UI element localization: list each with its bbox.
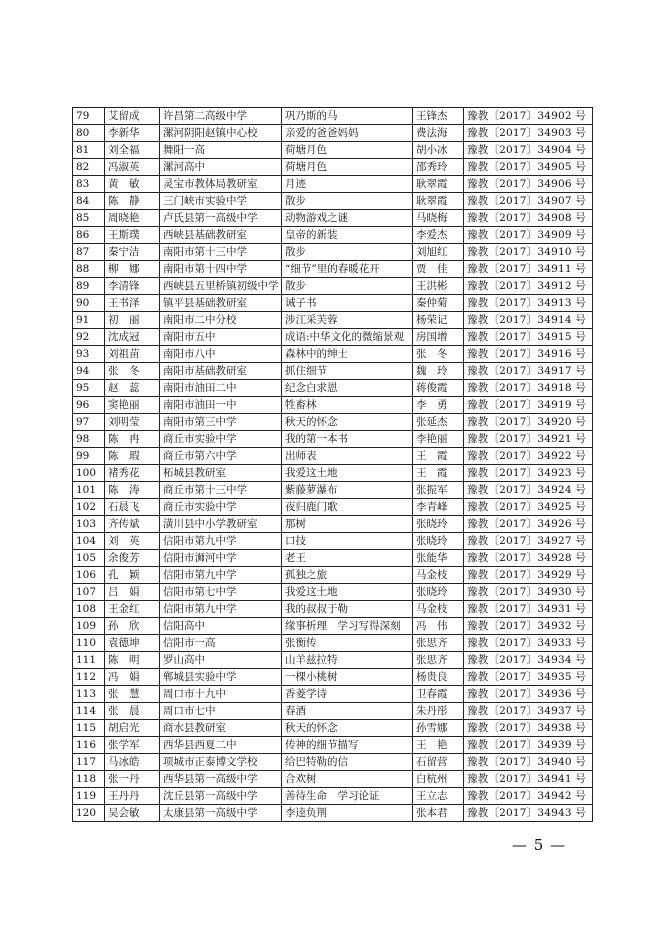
author-name-cell: 刘全福 — [105, 142, 160, 159]
certificate-number-cell: 豫教〔2017〕34907 号 — [464, 193, 593, 210]
author-name-cell: 赵 蕊 — [105, 380, 160, 397]
school-name-cell: 许昌第二高级中学 — [160, 108, 282, 125]
row-number-cell: 116 — [73, 737, 105, 754]
author-name-cell: 吕 娟 — [105, 584, 160, 601]
certificate-number-cell: 豫教〔2017〕34918 号 — [464, 380, 593, 397]
table-row — [73, 159, 593, 176]
table-row — [73, 805, 593, 822]
certificate-number-cell: 豫教〔2017〕34928 号 — [464, 550, 593, 567]
certificate-number-cell: 豫教〔2017〕34906 号 — [464, 176, 593, 193]
school-name-cell: 南阳市油田一中 — [160, 397, 282, 414]
certificate-number-cell: 豫教〔2017〕34930 号 — [464, 584, 593, 601]
author-name-cell: 陈 明 — [105, 652, 160, 669]
school-name-cell: 灵宝市教体局教研室 — [160, 176, 282, 193]
lesson-title-cell: 合欢树 — [282, 771, 413, 788]
author-name-cell: 吴会敏 — [105, 805, 160, 822]
row-number-cell: 112 — [73, 669, 105, 686]
table-row — [73, 227, 593, 244]
author-name-cell: 王丹丹 — [105, 788, 160, 805]
row-number-cell: 90 — [73, 295, 105, 312]
lesson-title-cell: 涉江采芙蓉 — [282, 312, 413, 329]
school-name-cell: 沈丘县第一高级中学 — [160, 788, 282, 805]
lesson-title-cell: 出师表 — [282, 448, 413, 465]
lesson-title-cell: 孤独之旅 — [282, 567, 413, 584]
page-number: — 5 — — [512, 836, 567, 854]
author-name-cell: 李新华 — [105, 125, 160, 142]
teacher-name-cell: 张思齐 — [413, 652, 464, 669]
school-name-cell: 南阳市第十四中学 — [160, 261, 282, 278]
school-name-cell: 南阳市第三中学 — [160, 414, 282, 431]
author-name-cell: 沈成冠 — [105, 329, 160, 346]
author-name-cell: 陈 涛 — [105, 482, 160, 499]
table-row — [73, 176, 593, 193]
table-row — [73, 329, 593, 346]
row-number-cell: 82 — [73, 159, 105, 176]
table-row — [73, 125, 593, 142]
teacher-name-cell: 张晓玲 — [413, 516, 464, 533]
row-number-cell: 89 — [73, 278, 105, 295]
table-row — [73, 516, 593, 533]
teacher-name-cell: 杨荣记 — [413, 312, 464, 329]
teacher-name-cell: 王锋杰 — [413, 108, 464, 125]
table-row — [73, 278, 593, 295]
table-row — [73, 601, 593, 618]
school-name-cell: 信阳市一高 — [160, 635, 282, 652]
teacher-name-cell: 卫春霞 — [413, 686, 464, 703]
lesson-title-cell: 成语:中华文化的微缩景观 — [282, 329, 413, 346]
row-number-cell: 113 — [73, 686, 105, 703]
teacher-name-cell: 王洪彬 — [413, 278, 464, 295]
teacher-name-cell: 蒋俊霞 — [413, 380, 464, 397]
teacher-name-cell: 耿翠霞 — [413, 193, 464, 210]
teacher-name-cell: 朱丹彤 — [413, 703, 464, 720]
table-row — [73, 108, 593, 125]
author-name-cell: 窦艳丽 — [105, 397, 160, 414]
row-number-cell: 111 — [73, 652, 105, 669]
certificate-number-cell: 豫教〔2017〕34916 号 — [464, 346, 593, 363]
certificate-number-cell: 豫教〔2017〕34911 号 — [464, 261, 593, 278]
certificate-number-cell: 豫教〔2017〕34921 号 — [464, 431, 593, 448]
author-name-cell: 陈 静 — [105, 193, 160, 210]
award-table — [72, 107, 593, 822]
school-name-cell: 周口市十九中 — [160, 686, 282, 703]
school-name-cell: 信阳市第七中学 — [160, 584, 282, 601]
lesson-title-cell: 散步 — [282, 278, 413, 295]
lesson-title-cell: 秋天的怀念 — [282, 720, 413, 737]
school-name-cell: 信阳高中 — [160, 618, 282, 635]
row-number-cell: 84 — [73, 193, 105, 210]
lesson-title-cell: “细节”里的春暖花开 — [282, 261, 413, 278]
teacher-name-cell: 邵秀玲 — [413, 159, 464, 176]
author-name-cell: 李清锋 — [105, 278, 160, 295]
row-number-cell: 79 — [73, 108, 105, 125]
table-row — [73, 720, 593, 737]
author-name-cell: 袁德坤 — [105, 635, 160, 652]
row-number-cell: 117 — [73, 754, 105, 771]
teacher-name-cell: 胡小冰 — [413, 142, 464, 159]
author-name-cell: 王书泽 — [105, 295, 160, 312]
teacher-name-cell: 张 冬 — [413, 346, 464, 363]
table-row — [73, 703, 593, 720]
school-name-cell: 信阳市第九中学 — [160, 533, 282, 550]
row-number-cell: 105 — [73, 550, 105, 567]
school-name-cell: 信阳市第九中学 — [160, 567, 282, 584]
row-number-cell: 102 — [73, 499, 105, 516]
author-name-cell: 石晨飞 — [105, 499, 160, 516]
author-name-cell: 余俊芳 — [105, 550, 160, 567]
row-number-cell: 95 — [73, 380, 105, 397]
author-name-cell: 初 丽 — [105, 312, 160, 329]
lesson-title-cell: 缘事析理 学习写得深刻 — [282, 618, 413, 635]
certificate-number-cell: 豫教〔2017〕34938 号 — [464, 720, 593, 737]
table-row — [73, 193, 593, 210]
certificate-number-cell: 豫教〔2017〕34923 号 — [464, 465, 593, 482]
certificate-number-cell: 豫教〔2017〕34905 号 — [464, 159, 593, 176]
author-name-cell: 张 冬 — [105, 363, 160, 380]
row-number-cell: 85 — [73, 210, 105, 227]
school-name-cell: 周口市七中 — [160, 703, 282, 720]
row-number-cell: 80 — [73, 125, 105, 142]
school-name-cell: 镇平县基础教研室 — [160, 295, 282, 312]
table-row — [73, 788, 593, 805]
teacher-name-cell: 费法海 — [413, 125, 464, 142]
certificate-number-cell: 豫教〔2017〕34942 号 — [464, 788, 593, 805]
award-table-body — [73, 108, 593, 822]
teacher-name-cell: 张晓玲 — [413, 584, 464, 601]
certificate-number-cell: 豫教〔2017〕34919 号 — [464, 397, 593, 414]
row-number-cell: 88 — [73, 261, 105, 278]
lesson-title-cell: 紫藤萝瀑布 — [282, 482, 413, 499]
school-name-cell: 卢氏县第一高级中学 — [160, 210, 282, 227]
row-number-cell: 100 — [73, 465, 105, 482]
author-name-cell: 王金红 — [105, 601, 160, 618]
teacher-name-cell: 张本君 — [413, 805, 464, 822]
table-row — [73, 567, 593, 584]
row-number-cell: 94 — [73, 363, 105, 380]
school-name-cell: 信阳市第九中学 — [160, 601, 282, 618]
teacher-name-cell: 秦仲菊 — [413, 295, 464, 312]
school-name-cell: 漯河阴阳赵镇中心校 — [160, 125, 282, 142]
certificate-number-cell: 豫教〔2017〕34932 号 — [464, 618, 593, 635]
teacher-name-cell: 马晓梅 — [413, 210, 464, 227]
teacher-name-cell: 张振军 — [413, 482, 464, 499]
table-row — [73, 737, 593, 754]
lesson-title-cell: 动物游戏之谜 — [282, 210, 413, 227]
row-number-cell: 104 — [73, 533, 105, 550]
teacher-name-cell: 李青峰 — [413, 499, 464, 516]
teacher-name-cell: 白杭州 — [413, 771, 464, 788]
lesson-title-cell: 给巴特勒的信 — [282, 754, 413, 771]
lesson-title-cell: 皇帝的新装 — [282, 227, 413, 244]
certificate-number-cell: 豫教〔2017〕34936 号 — [464, 686, 593, 703]
lesson-title-cell: 夜归鹿门歌 — [282, 499, 413, 516]
table-row — [73, 414, 593, 431]
table-row — [73, 363, 593, 380]
row-number-cell: 106 — [73, 567, 105, 584]
table-row — [73, 431, 593, 448]
certificate-number-cell: 豫教〔2017〕34922 号 — [464, 448, 593, 465]
school-name-cell: 项城市正泰博文学校 — [160, 754, 282, 771]
row-number-cell: 86 — [73, 227, 105, 244]
author-name-cell: 陈 冉 — [105, 431, 160, 448]
school-name-cell: 罗山高中 — [160, 652, 282, 669]
author-name-cell: 张 晨 — [105, 703, 160, 720]
teacher-name-cell: 冯 伟 — [413, 618, 464, 635]
lesson-title-cell: 秋天的怀念 — [282, 414, 413, 431]
school-name-cell: 漯河高中 — [160, 159, 282, 176]
certificate-number-cell: 豫教〔2017〕34927 号 — [464, 533, 593, 550]
row-number-cell: 92 — [73, 329, 105, 346]
table-row — [73, 652, 593, 669]
lesson-title-cell: 荷塘月色 — [282, 159, 413, 176]
table-row — [73, 261, 593, 278]
row-number-cell: 98 — [73, 431, 105, 448]
author-name-cell: 秦宁洁 — [105, 244, 160, 261]
table-row — [73, 635, 593, 652]
school-name-cell: 商丘市实验中学 — [160, 499, 282, 516]
row-number-cell: 96 — [73, 397, 105, 414]
school-name-cell: 舞阳一高 — [160, 142, 282, 159]
lesson-title-cell: 口技 — [282, 533, 413, 550]
lesson-title-cell: 山羊兹拉特 — [282, 652, 413, 669]
author-name-cell: 王斯璞 — [105, 227, 160, 244]
author-name-cell: 黄 敏 — [105, 176, 160, 193]
certificate-number-cell: 豫教〔2017〕34917 号 — [464, 363, 593, 380]
teacher-name-cell: 李爱杰 — [413, 227, 464, 244]
lesson-title-cell: 张衡传 — [282, 635, 413, 652]
row-number-cell: 109 — [73, 618, 105, 635]
school-name-cell: 西峡县五里桥镇初级中学 — [160, 278, 282, 295]
author-name-cell: 艾留成 — [105, 108, 160, 125]
author-name-cell: 孔 颖 — [105, 567, 160, 584]
author-name-cell: 刘 英 — [105, 533, 160, 550]
row-number-cell: 120 — [73, 805, 105, 822]
teacher-name-cell: 杨贵良 — [413, 669, 464, 686]
author-name-cell: 孙 欣 — [105, 618, 160, 635]
row-number-cell: 110 — [73, 635, 105, 652]
row-number-cell: 83 — [73, 176, 105, 193]
teacher-name-cell: 李艳丽 — [413, 431, 464, 448]
certificate-number-cell: 豫教〔2017〕34941 号 — [464, 771, 593, 788]
certificate-number-cell: 豫教〔2017〕34931 号 — [464, 601, 593, 618]
table-row — [73, 754, 593, 771]
author-name-cell: 冯 娟 — [105, 669, 160, 686]
author-name-cell: 张学军 — [105, 737, 160, 754]
row-number-cell: 108 — [73, 601, 105, 618]
table-row — [73, 550, 593, 567]
teacher-name-cell: 贾 佳 — [413, 261, 464, 278]
teacher-name-cell: 王 霞 — [413, 448, 464, 465]
lesson-title-cell: 牲畜林 — [282, 397, 413, 414]
school-name-cell: 太康县第一高级中学 — [160, 805, 282, 822]
school-name-cell: 商水县教研室 — [160, 720, 282, 737]
lesson-title-cell: 森林中的绅士 — [282, 346, 413, 363]
row-number-cell: 114 — [73, 703, 105, 720]
lesson-title-cell: 我的第一本书 — [282, 431, 413, 448]
certificate-number-cell: 豫教〔2017〕34914 号 — [464, 312, 593, 329]
teacher-name-cell: 王立志 — [413, 788, 464, 805]
certificate-number-cell: 豫教〔2017〕34920 号 — [464, 414, 593, 431]
school-name-cell: 南阳市油田二中 — [160, 380, 282, 397]
row-number-cell: 99 — [73, 448, 105, 465]
author-name-cell: 张 慧 — [105, 686, 160, 703]
table-row — [73, 669, 593, 686]
school-name-cell: 商丘市第十三中学 — [160, 482, 282, 499]
author-name-cell: 褚秀花 — [105, 465, 160, 482]
row-number-cell: 119 — [73, 788, 105, 805]
teacher-name-cell: 张能华 — [413, 550, 464, 567]
certificate-number-cell: 豫教〔2017〕34903 号 — [464, 125, 593, 142]
table-row — [73, 244, 593, 261]
school-name-cell: 西华县西夏二中 — [160, 737, 282, 754]
lesson-title-cell: 老王 — [282, 550, 413, 567]
certificate-number-cell: 豫教〔2017〕34915 号 — [464, 329, 593, 346]
row-number-cell: 81 — [73, 142, 105, 159]
school-name-cell: 南阳市五中 — [160, 329, 282, 346]
school-name-cell: 柘城县教研室 — [160, 465, 282, 482]
teacher-name-cell: 张晓玲 — [413, 533, 464, 550]
table-row — [73, 499, 593, 516]
author-name-cell: 刘祖苗 — [105, 346, 160, 363]
certificate-number-cell: 豫教〔2017〕34910 号 — [464, 244, 593, 261]
certificate-number-cell: 豫教〔2017〕34934 号 — [464, 652, 593, 669]
lesson-title-cell: 我的叔叔于勒 — [282, 601, 413, 618]
certificate-number-cell: 豫教〔2017〕34935 号 — [464, 669, 593, 686]
certificate-number-cell: 豫教〔2017〕34943 号 — [464, 805, 593, 822]
teacher-name-cell: 石留营 — [413, 754, 464, 771]
certificate-number-cell: 豫教〔2017〕34937 号 — [464, 703, 593, 720]
school-name-cell: 南阳市二中分校 — [160, 312, 282, 329]
teacher-name-cell: 刘旭红 — [413, 244, 464, 261]
teacher-name-cell: 王 霞 — [413, 465, 464, 482]
certificate-number-cell: 豫教〔2017〕34909 号 — [464, 227, 593, 244]
school-name-cell: 南阳市第十三中学 — [160, 244, 282, 261]
author-name-cell: 冯淑英 — [105, 159, 160, 176]
row-number-cell: 103 — [73, 516, 105, 533]
certificate-number-cell: 豫教〔2017〕34929 号 — [464, 567, 593, 584]
table-row — [73, 448, 593, 465]
lesson-title-cell: 春酒 — [282, 703, 413, 720]
certificate-number-cell: 豫教〔2017〕34939 号 — [464, 737, 593, 754]
table-row — [73, 584, 593, 601]
lesson-title-cell: 散步 — [282, 244, 413, 261]
school-name-cell: 郸城县实验中学 — [160, 669, 282, 686]
row-number-cell: 93 — [73, 346, 105, 363]
author-name-cell: 刘明莹 — [105, 414, 160, 431]
certificate-number-cell: 豫教〔2017〕34904 号 — [464, 142, 593, 159]
table-row — [73, 346, 593, 363]
author-name-cell: 张一丹 — [105, 771, 160, 788]
certificate-number-cell: 豫教〔2017〕34924 号 — [464, 482, 593, 499]
certificate-number-cell: 豫教〔2017〕34940 号 — [464, 754, 593, 771]
lesson-title-cell: 李逵负荆 — [282, 805, 413, 822]
school-name-cell: 南阳市基础教研室 — [160, 363, 282, 380]
author-name-cell: 马冰皓 — [105, 754, 160, 771]
certificate-number-cell: 豫教〔2017〕34926 号 — [464, 516, 593, 533]
row-number-cell: 97 — [73, 414, 105, 431]
school-name-cell: 潢川县中小学教研室 — [160, 516, 282, 533]
lesson-title-cell: 我爱这土地 — [282, 465, 413, 482]
school-name-cell: 商丘市实验中学 — [160, 431, 282, 448]
row-number-cell: 91 — [73, 312, 105, 329]
certificate-number-cell: 豫教〔2017〕34908 号 — [464, 210, 593, 227]
table-row — [73, 210, 593, 227]
certificate-number-cell: 豫教〔2017〕34912 号 — [464, 278, 593, 295]
teacher-name-cell: 孙雪娜 — [413, 720, 464, 737]
lesson-title-cell: 散步 — [282, 193, 413, 210]
certificate-number-cell: 豫教〔2017〕34925 号 — [464, 499, 593, 516]
teacher-name-cell: 张延杰 — [413, 414, 464, 431]
table-row — [73, 686, 593, 703]
school-name-cell: 南阳市八中 — [160, 346, 282, 363]
lesson-title-cell: 我爱这土地 — [282, 584, 413, 601]
lesson-title-cell: 亲爱的爸爸妈妈 — [282, 125, 413, 142]
row-number-cell: 107 — [73, 584, 105, 601]
lesson-title-cell: 那树 — [282, 516, 413, 533]
row-number-cell: 118 — [73, 771, 105, 788]
school-name-cell: 西峡县基础教研室 — [160, 227, 282, 244]
row-number-cell: 101 — [73, 482, 105, 499]
table-row — [73, 397, 593, 414]
certificate-number-cell: 豫教〔2017〕34902 号 — [464, 108, 593, 125]
table-row — [73, 312, 593, 329]
teacher-name-cell: 马金枝 — [413, 601, 464, 618]
table-row — [73, 533, 593, 550]
teacher-name-cell: 王 艳 — [413, 737, 464, 754]
table-row — [73, 380, 593, 397]
lesson-title-cell: 纪念白求恩 — [282, 380, 413, 397]
teacher-name-cell: 房国增 — [413, 329, 464, 346]
author-name-cell: 齐传斌 — [105, 516, 160, 533]
table-row — [73, 142, 593, 159]
table-row — [73, 771, 593, 788]
certificate-number-cell: 豫教〔2017〕34913 号 — [464, 295, 593, 312]
table-row — [73, 465, 593, 482]
school-name-cell: 西华县第一高级中学 — [160, 771, 282, 788]
teacher-name-cell: 魏 玲 — [413, 363, 464, 380]
row-number-cell: 87 — [73, 244, 105, 261]
school-name-cell: 三门峡市实验中学 — [160, 193, 282, 210]
certificate-number-cell: 豫教〔2017〕34933 号 — [464, 635, 593, 652]
teacher-name-cell: 耿翠霞 — [413, 176, 464, 193]
school-name-cell: 商丘市第六中学 — [160, 448, 282, 465]
teacher-name-cell: 马金枝 — [413, 567, 464, 584]
lesson-title-cell: 传神的细节描写 — [282, 737, 413, 754]
lesson-title-cell: 月迹 — [282, 176, 413, 193]
row-number-cell: 115 — [73, 720, 105, 737]
lesson-title-cell: 一棵小桃树 — [282, 669, 413, 686]
lesson-title-cell: 香菱学诗 — [282, 686, 413, 703]
lesson-title-cell: 诫子书 — [282, 295, 413, 312]
lesson-title-cell: 巩乃斯的马 — [282, 108, 413, 125]
table-row — [73, 295, 593, 312]
lesson-title-cell: 善待生命 学习论证 — [282, 788, 413, 805]
school-name-cell: 信阳市浉河中学 — [160, 550, 282, 567]
table-row — [73, 482, 593, 499]
teacher-name-cell: 张思齐 — [413, 635, 464, 652]
author-name-cell: 周晓艳 — [105, 210, 160, 227]
lesson-title-cell: 抓住细节 — [282, 363, 413, 380]
table-row — [73, 618, 593, 635]
teacher-name-cell: 李 勇 — [413, 397, 464, 414]
author-name-cell: 胡启光 — [105, 720, 160, 737]
author-name-cell: 柳 娜 — [105, 261, 160, 278]
author-name-cell: 陈 瑕 — [105, 448, 160, 465]
lesson-title-cell: 荷塘月色 — [282, 142, 413, 159]
